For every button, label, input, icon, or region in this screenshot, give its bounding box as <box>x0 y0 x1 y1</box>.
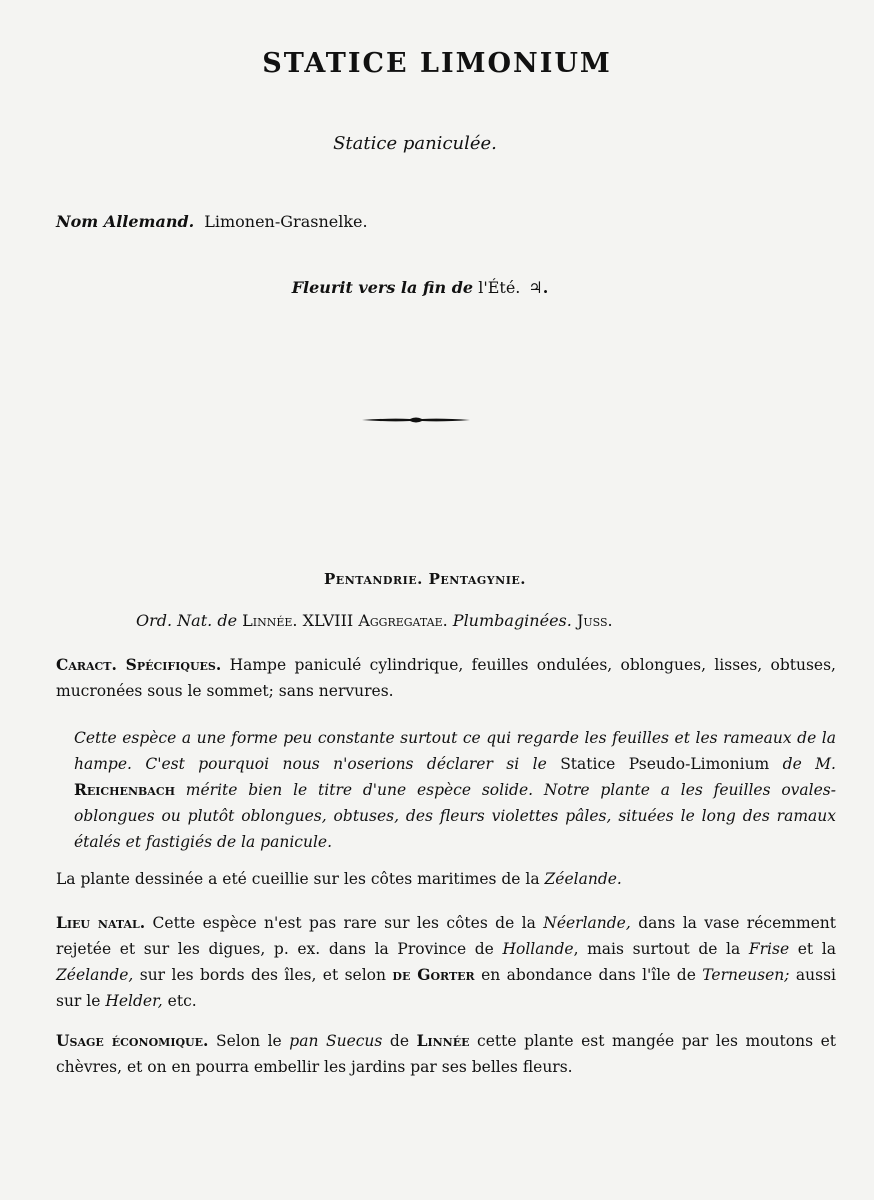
flowering-line <box>0 278 840 297</box>
habitat-t7: aussi sur le <box>56 966 836 1010</box>
habitat-p2: Hollande <box>502 940 574 958</box>
habitat-t1: Cette espèce n'est pas rare sur les côtes de la <box>152 914 536 932</box>
usage-work: pan Suecus <box>289 1032 383 1050</box>
note-plant: Statice Pseudo-Limonium <box>560 755 770 773</box>
habitat-t2: dans la vase récemment rejetée et sur les digues, p. ex. dans la Province de <box>56 914 837 958</box>
order-prefix: Ord. Nat. de <box>136 611 238 630</box>
habitat-t8: etc. <box>167 992 197 1010</box>
german-name-value: Limonen-Grasnelke. <box>204 212 368 231</box>
habitat-paragraph <box>56 910 836 1014</box>
habitat-p3: Frise <box>748 940 790 958</box>
order-family: Plumbaginées. <box>452 611 572 630</box>
usage-paragraph <box>56 1028 836 1080</box>
usage-t1: Selon le <box>215 1032 282 1050</box>
german-name-line <box>56 212 368 231</box>
flowering-text: Fleurit vers la fin de <box>291 278 474 297</box>
usage-lead: Usage économique. <box>56 1031 209 1050</box>
note-author: Reichenbach <box>74 780 175 799</box>
habitat-p4: Zéelande, <box>56 966 134 984</box>
habitat-t6: en abondance dans l'île de <box>481 966 696 984</box>
usage-author: Linnée <box>416 1031 470 1050</box>
subtitle: Statice paniculée. <box>333 133 497 154</box>
order-group: XLVIII <box>302 611 354 630</box>
habitat-t4: et la <box>797 940 836 958</box>
order-group-name: Aggregatae. <box>358 611 448 630</box>
german-name-label: Nom Allemand. <box>56 212 195 231</box>
specific-characters-paragraph <box>56 652 836 704</box>
habitat-p1: Néerlande, <box>543 914 631 932</box>
collected-paragraph <box>56 866 836 892</box>
order-author: Linnée. <box>242 611 298 630</box>
flowering-season: l'Été. <box>478 278 521 297</box>
ornamental-divider <box>360 415 472 425</box>
usage-t3: cette plante est mangée par les moutons et chèvres, et on en pourra embellir les jardins par ses belles fleurs. <box>56 1032 836 1076</box>
usage-t2: de <box>389 1032 410 1050</box>
characters-lead: Caract. Spécifiques. <box>56 655 222 674</box>
order-family-author: Juss. <box>576 611 613 630</box>
natural-order-line <box>136 611 613 630</box>
note-part3: mérite bien le titre d'une espèce solide. Notre plante a les feuilles ovales-oblongues ou plutôt oblongues, obtuses, des fleurs violettes pâles, situées le long des ramaux étalés et fastigiés de la panicule. <box>74 781 836 851</box>
note-part1: Cette espèce a une forme peu constante surtout ce qui regarde les feuilles et les rameaux de la hampe. C'est pourquoi nous n'oserions déclarer si le <box>74 729 836 773</box>
note-paragraph <box>74 725 836 855</box>
characters-text: Hampe paniculé cylindrique, feuilles ondulées, oblongues, lisses, obtuses, mucronées sous le sommet; sans nervures. <box>56 656 836 700</box>
habitat-p5: Terneusen; <box>702 966 790 984</box>
habitat-lead: Lieu natal. <box>56 913 146 932</box>
habitat-author: de Gorter <box>392 965 475 984</box>
perennial-symbol: ♃. <box>528 278 549 297</box>
collected-place: Zéelande. <box>544 870 622 888</box>
collected-text: La plante dessinée a eté cueillie sur les côtes maritimes de la <box>56 870 540 888</box>
classification-line: Pentandrie. Pentagynie. <box>324 570 526 588</box>
habitat-p6: Helder, <box>105 992 163 1010</box>
page-title: STATICE LIMONIUM <box>262 48 612 79</box>
habitat-t5: sur les bords des îles, et selon <box>139 966 386 984</box>
habitat-t3: , mais surtout de la <box>573 940 741 958</box>
note-part2: de M. <box>782 755 836 773</box>
